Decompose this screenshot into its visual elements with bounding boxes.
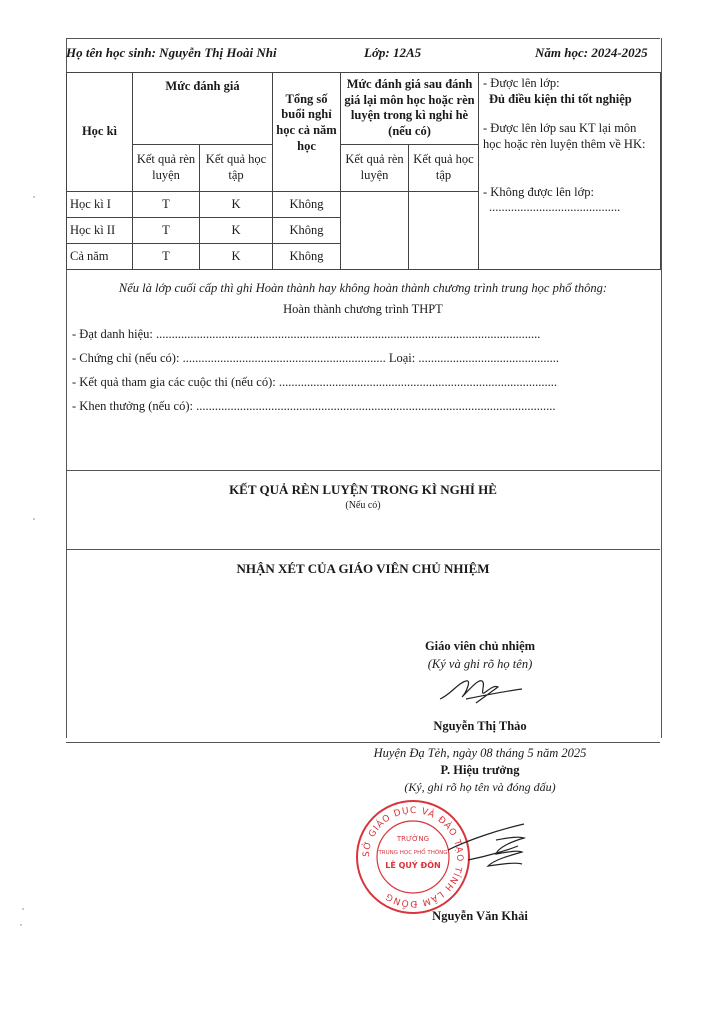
completion-value: Hoàn thành chương trình THPT bbox=[283, 302, 443, 316]
completion-note: Nếu là lớp cuối cấp thì ghi Hoàn thành hay không hoàn thành chương trình trung học phổ thông: bbox=[118, 281, 608, 295]
row-label: Học kì I bbox=[67, 192, 133, 218]
header-danh-gia-lai: Mức đánh giá sau đánh giá lại môn học hoặc rèn luyện trong kì nghỉ hè (nếu có) bbox=[341, 73, 479, 145]
row-hoc-tap: K bbox=[200, 218, 273, 244]
row-nghi: Không bbox=[273, 218, 341, 244]
principal-role: P. Hiệu trưởng bbox=[440, 763, 520, 777]
comment-title: NHẬN XÉT CỦA GIÁO VIÊN CHỦ NHIỆM bbox=[236, 561, 490, 576]
teacher-name: Nguyễn Thị Thảo bbox=[433, 719, 527, 733]
row-label: Học kì II bbox=[67, 218, 133, 244]
header-hocki: Học kì bbox=[67, 73, 133, 192]
subheader-ren-luyen-lai: Kết quả rèn luyện bbox=[341, 145, 409, 192]
row-nghi: Không bbox=[273, 192, 341, 218]
not-promoted-label: - Không được lên lớp: bbox=[483, 184, 594, 199]
stamp-top-text: TRƯỜNG bbox=[396, 835, 430, 843]
scan-speck bbox=[22, 908, 24, 910]
place-date: Huyện Đạ Tẻh, ngày 08 tháng 5 năm 2025 bbox=[373, 746, 587, 760]
row-hoc-tap: K bbox=[200, 244, 273, 270]
header-muc-danh-gia: Mức đánh giá bbox=[133, 73, 273, 145]
summer-title: KẾT QUẢ RÈN LUYỆN TRONG KÌ NGHỈ HÈ bbox=[229, 482, 497, 497]
stamp-name-text: LÊ QUÝ ĐÔN bbox=[385, 861, 441, 870]
scan-speck bbox=[33, 518, 35, 520]
subheader-ren-luyen: Kết quả rèn luyện bbox=[133, 145, 200, 192]
principal-signature bbox=[438, 820, 528, 878]
row-ren-luyen: T bbox=[133, 192, 200, 218]
scan-speck bbox=[20, 924, 22, 926]
scan-speck bbox=[33, 196, 35, 198]
divider bbox=[66, 742, 660, 743]
row-nghi: Không bbox=[273, 244, 341, 270]
principal-name: Nguyễn Văn Khải bbox=[432, 909, 528, 923]
field-chung-chi: - Chứng chỉ (nếu có): ................................................................. Loại: ............................................. bbox=[72, 351, 559, 365]
row-ren-luyen: T bbox=[133, 244, 200, 270]
stamp-mid-text: TRUNG HỌC PHỔ THÔNG bbox=[378, 850, 448, 856]
divider bbox=[66, 549, 660, 550]
row-ren-luyen: T bbox=[133, 218, 200, 244]
retest-hoc-tap-cell bbox=[409, 192, 479, 270]
principal-instruction: (Ký, ghi rõ họ tên và đóng dấu) bbox=[404, 780, 556, 794]
student-name: Họ tên học sinh: Nguyễn Thị Hoài Nhi bbox=[66, 45, 277, 60]
subheader-hoc-tap-lai: Kết quả học tập bbox=[409, 145, 479, 192]
class-label: Lớp: 12A5 bbox=[364, 45, 422, 60]
retest-ren-luyen-cell bbox=[341, 192, 409, 270]
row-hoc-tap: K bbox=[200, 192, 273, 218]
grades-table bbox=[66, 72, 661, 270]
promotion-cell bbox=[479, 73, 661, 270]
promotion-after-retest: - Được lên lớp sau KT lại môn học hoặc rèn luyện thêm về HK: bbox=[483, 121, 646, 151]
teacher-role: Giáo viên chủ nhiệm bbox=[424, 639, 536, 653]
promotion-label: - Được lên lớp: bbox=[483, 76, 560, 90]
row-label: Cả năm bbox=[67, 244, 133, 270]
divider bbox=[66, 470, 660, 471]
subheader-hoc-tap: Kết quả học tập bbox=[200, 145, 273, 192]
teacher-signature bbox=[436, 673, 526, 709]
field-cuoc-thi: - Kết quả tham gia các cuộc thi (nếu có): ......................................................................................... bbox=[72, 375, 557, 389]
not-promoted-dots: .......................................... bbox=[489, 200, 621, 215]
stamp-ring-text: SỞ GIÁO DỤC VÀ ĐÀO TẠO TỈNH LÂM ĐỒNG bbox=[361, 805, 465, 909]
header-tong-so-buoi-nghi: Tổng số buổi nghỉ học cả năm học bbox=[273, 73, 341, 192]
field-danh-hieu: - Đạt danh hiệu: ........................................................................................................................... bbox=[72, 327, 541, 341]
promotion-value: Đủ điều kiện thi tốt nghiệp bbox=[489, 91, 632, 106]
field-khen-thuong: - Khen thưởng (nếu có): ................................................................................................................... bbox=[72, 399, 556, 413]
teacher-instruction: (Ký và ghi rõ họ tên) bbox=[427, 657, 533, 671]
school-year: Năm học: 2024-2025 bbox=[535, 45, 648, 60]
summer-subtitle: (Nếu có) bbox=[345, 500, 381, 511]
